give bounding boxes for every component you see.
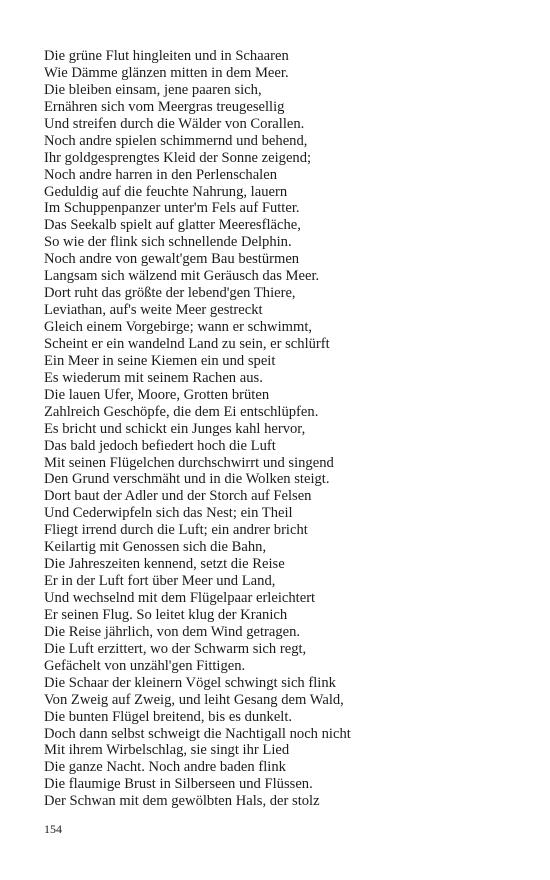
poem-line: Dort baut der Adler und der Storch auf Felsen xyxy=(44,488,312,505)
poem-line: Und streifen durch die Wälder von Corallen. xyxy=(44,115,305,132)
poem-line: So wie der flink sich schnellende Delphin. xyxy=(44,234,292,251)
poem-line: Ihr goldgesprengtes Kleid der Sonne zeigend; xyxy=(44,149,312,166)
poem-line: Mit ihrem Wirbelschlag, sie singt ihr Lied xyxy=(44,742,290,759)
poem-line: Noch andre spielen schimmernd und behend, xyxy=(44,132,308,149)
poem-line: Und wechselnd mit dem Flügelpaar erleichtert xyxy=(44,590,316,606)
poem-line: Die ganze Nacht. Noch andre baden flink xyxy=(44,759,286,776)
poem-line: Es wiederum mit seinem Rachen aus. xyxy=(44,369,263,386)
poem-line: Keilartig mit Genossen sich die Bahn, xyxy=(44,539,267,556)
poem-line: Die Reise jährlich, von dem Wind getragen. xyxy=(44,623,301,640)
poem-line: Ernähren sich vom Meergras treugesellig xyxy=(44,98,285,115)
poem-line: Noch andre harren in den Perlenschalen xyxy=(44,166,277,183)
poem-text xyxy=(44,48,524,810)
poem-line: Das Seekalb spielt auf glatter Meeresfläche, xyxy=(44,217,301,234)
poem-line: Ein Meer in seine Kiemen ein und speit xyxy=(44,352,276,369)
poem-line: Die lauen Ufer, Moore, Grotten brüten xyxy=(44,386,270,403)
poem-line: Das bald jedoch befiedert hoch die Luft xyxy=(44,437,276,454)
poem-line: Die bleiben einsam, jene paaren sich, xyxy=(44,81,262,98)
poem-line: Dort ruht das größte der lebend'gen Thiere, xyxy=(44,285,296,302)
poem-line: Die Jahreszeiten kennend, setzt die Reise xyxy=(44,556,285,573)
poem-line: Leviathan, auf's weite Meer gestreckt xyxy=(44,302,263,319)
poem-line: Die grüne Flut hingleiten und in Schaaren xyxy=(44,48,289,64)
poem-line: Der Schwan mit dem gewölbten Hals, der stolz xyxy=(44,793,320,810)
poem-line: Er in der Luft fort über Meer und Land, xyxy=(44,573,276,590)
poem-line: Gleich einem Vorgebirge; wann er schwimmt, xyxy=(44,319,313,335)
poem-line: Zahlreich Geschöpfe, die dem Ei entschlüpfen. xyxy=(44,403,319,420)
poem-line: Mit seinen Flügelchen durchschwirrt und singend xyxy=(44,454,334,471)
poem-line: Geduldig auf die feuchte Nahrung, lauern xyxy=(44,183,288,200)
poem-line: Fliegt irrend durch die Luft; ein andrer bricht xyxy=(44,522,308,539)
poem-line: Die Schaar der kleinern Vögel schwingt sich flink xyxy=(44,674,336,691)
poem-line: Doch dann selbst schweigt die Nachtigall noch nicht xyxy=(44,725,351,742)
page-number: 154 xyxy=(44,822,62,836)
poem-line: Noch andre von gewalt'gem Bau bestürmen xyxy=(44,251,300,268)
poem-line: Die Luft erzittert, wo der Schwarm sich regt, xyxy=(44,640,307,657)
poem-line: Die bunten Flügel breitend, bis es dunkelt. xyxy=(44,708,293,725)
poem-line: Langsam sich wälzend mit Geräusch das Meer. xyxy=(44,268,320,285)
poem-line: Wie Dämme glänzen mitten in dem Meer. xyxy=(44,64,289,81)
poem-line: Gefächelt von unzähl'gen Fittigen. xyxy=(44,657,246,674)
poem-line: Und Cederwipfeln sich das Nest; ein Theil xyxy=(44,505,293,522)
poem-line: Er seinen Flug. So leitet klug der Kranich xyxy=(44,606,288,623)
poem-line: Von Zweig auf Zweig, und leiht Gesang dem Wald, xyxy=(44,691,344,708)
poem-line: Es bricht und schickt ein Junges kahl hervor, xyxy=(44,420,306,437)
poem-line: Den Grund verschmäht und in die Wolken steigt. xyxy=(44,471,330,488)
poem-line: Scheint er ein wandelnd Land zu sein, er schlürft xyxy=(44,335,330,352)
poem-line: Die flaumige Brust in Silberseen und Flüssen. xyxy=(44,776,313,793)
poem-line: Im Schuppenpanzer unter'm Fels auf Futter. xyxy=(44,200,300,217)
